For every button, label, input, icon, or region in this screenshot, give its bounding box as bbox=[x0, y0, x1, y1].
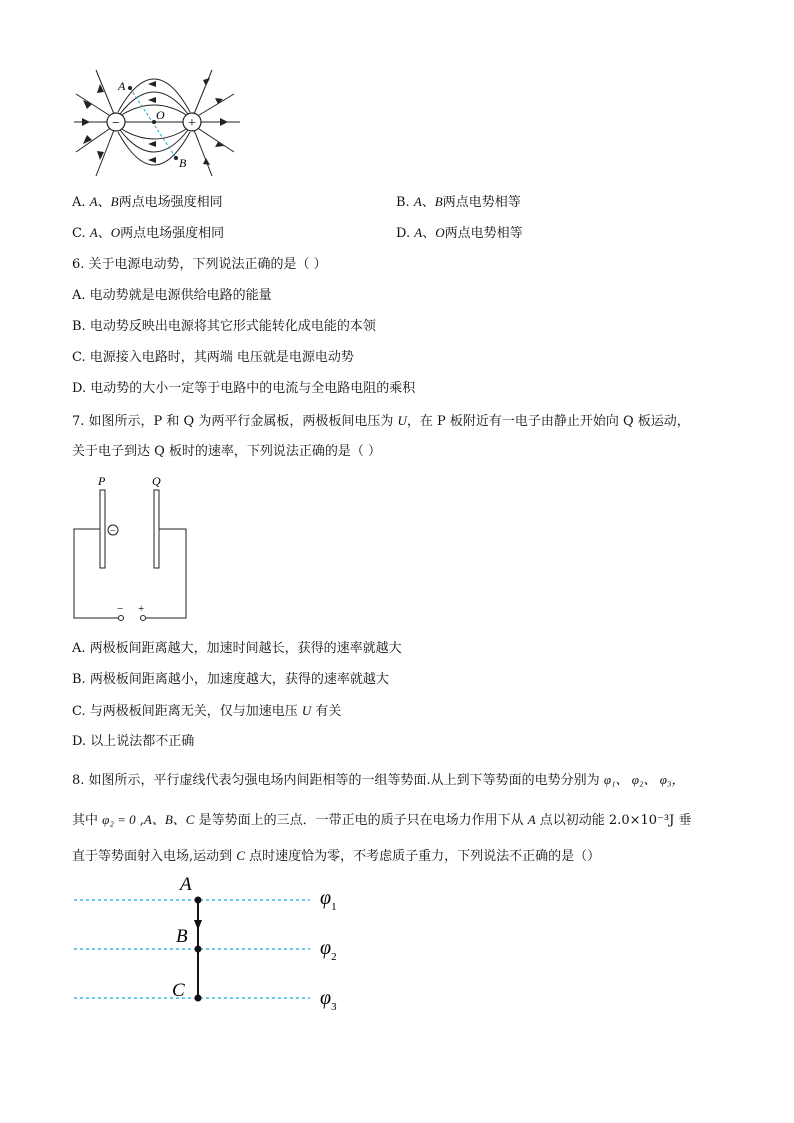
q7-option-c: C. 与两极板间距离无关，仅与加速电压 U 有关 bbox=[72, 703, 342, 719]
q7-option-a: A. 两极板间距离越大，加速时间越长，获得的速率就越大 bbox=[72, 641, 402, 656]
q5-option-c: C. A、O两点电场强度相同 bbox=[72, 225, 225, 241]
point-o-label: O bbox=[156, 108, 165, 122]
q6-option-a: A. 电动势就是电源供给电路的能量 bbox=[72, 288, 272, 303]
q6-option-d: D. 电动势的大小一定等于电路中的电流与全电路电阻的乘积 bbox=[72, 381, 416, 396]
plate-p-label: P bbox=[98, 474, 106, 488]
q6-option-b: B. 电动势反映出电源将其它形式能转化成电能的本领 bbox=[72, 319, 376, 334]
q8-stem-line2: 其中 φ₂ = 0 ,A、B、C 是等势面上的三点．一带正电的质子只在电场力作用下从 A 点以初动能 2.0×10⁻³J 垂 bbox=[72, 812, 692, 828]
phi3-label: $\varphi_3$ bbox=[320, 987, 337, 1013]
positive-charge-label: + bbox=[188, 116, 196, 131]
q8-stem-line3: 直于等势面射入电场,运动到 C 点时速度恰为零，不考虑质子重力，下列说法不正确的是（） bbox=[72, 848, 601, 864]
q6-option-c: C. 电源接入电路时，其两端 电压就是电源电动势 bbox=[72, 350, 354, 365]
dipole-field-figure bbox=[68, 64, 243, 184]
phi2-label: $\varphi_2$ bbox=[320, 937, 337, 963]
q7-option-b: B. 两极板间距离越小，加速度越大，获得的速率就越大 bbox=[72, 672, 389, 687]
q5-option-a: A. A、B两点电场强度相同 bbox=[72, 194, 223, 210]
point-a-label: A bbox=[180, 874, 192, 895]
equipotential-figure bbox=[70, 872, 360, 1022]
point-b-label: B bbox=[179, 156, 187, 170]
point-c-label: C bbox=[172, 980, 185, 1001]
terminal-minus-label: − bbox=[117, 603, 124, 615]
q6-stem: 6. 关于电源电动势，下列说法正确的是（ ） bbox=[72, 257, 327, 272]
electron-sign: − bbox=[110, 526, 116, 537]
negative-charge-label: − bbox=[112, 116, 120, 131]
plate-q-label: Q bbox=[152, 474, 161, 488]
point-a-label: A bbox=[118, 79, 126, 93]
q7-stem-line2: 关于电子到达 Q 板时的速率，下列说法正确的是（ ） bbox=[72, 444, 382, 459]
q7-option-d: D. 以上说法都不正确 bbox=[72, 734, 195, 749]
q8-stem-line1: 8. 如图所示，平行虚线代表匀强电场内间距相等的一组等势面.从上到下等势面的电势分别为 φ₁、 φ₂、 φ₃， bbox=[72, 772, 685, 788]
q5-option-d: D. A、O两点电势相等 bbox=[396, 225, 523, 241]
phi1-label: $\varphi_1$ bbox=[320, 887, 337, 913]
q7-stem-line1: 7. 如图所示，P 和 Q 为两平行金属板，两极板间电压为 U，在 P 板附近有一电子由静止开始向 Q 板运动， bbox=[72, 413, 690, 429]
point-b-label: B bbox=[176, 926, 188, 947]
parallel-plates-figure bbox=[68, 472, 198, 627]
terminal-plus-label: + bbox=[138, 603, 145, 615]
q5-option-b: B. A、B两点电势相等 bbox=[396, 194, 521, 210]
